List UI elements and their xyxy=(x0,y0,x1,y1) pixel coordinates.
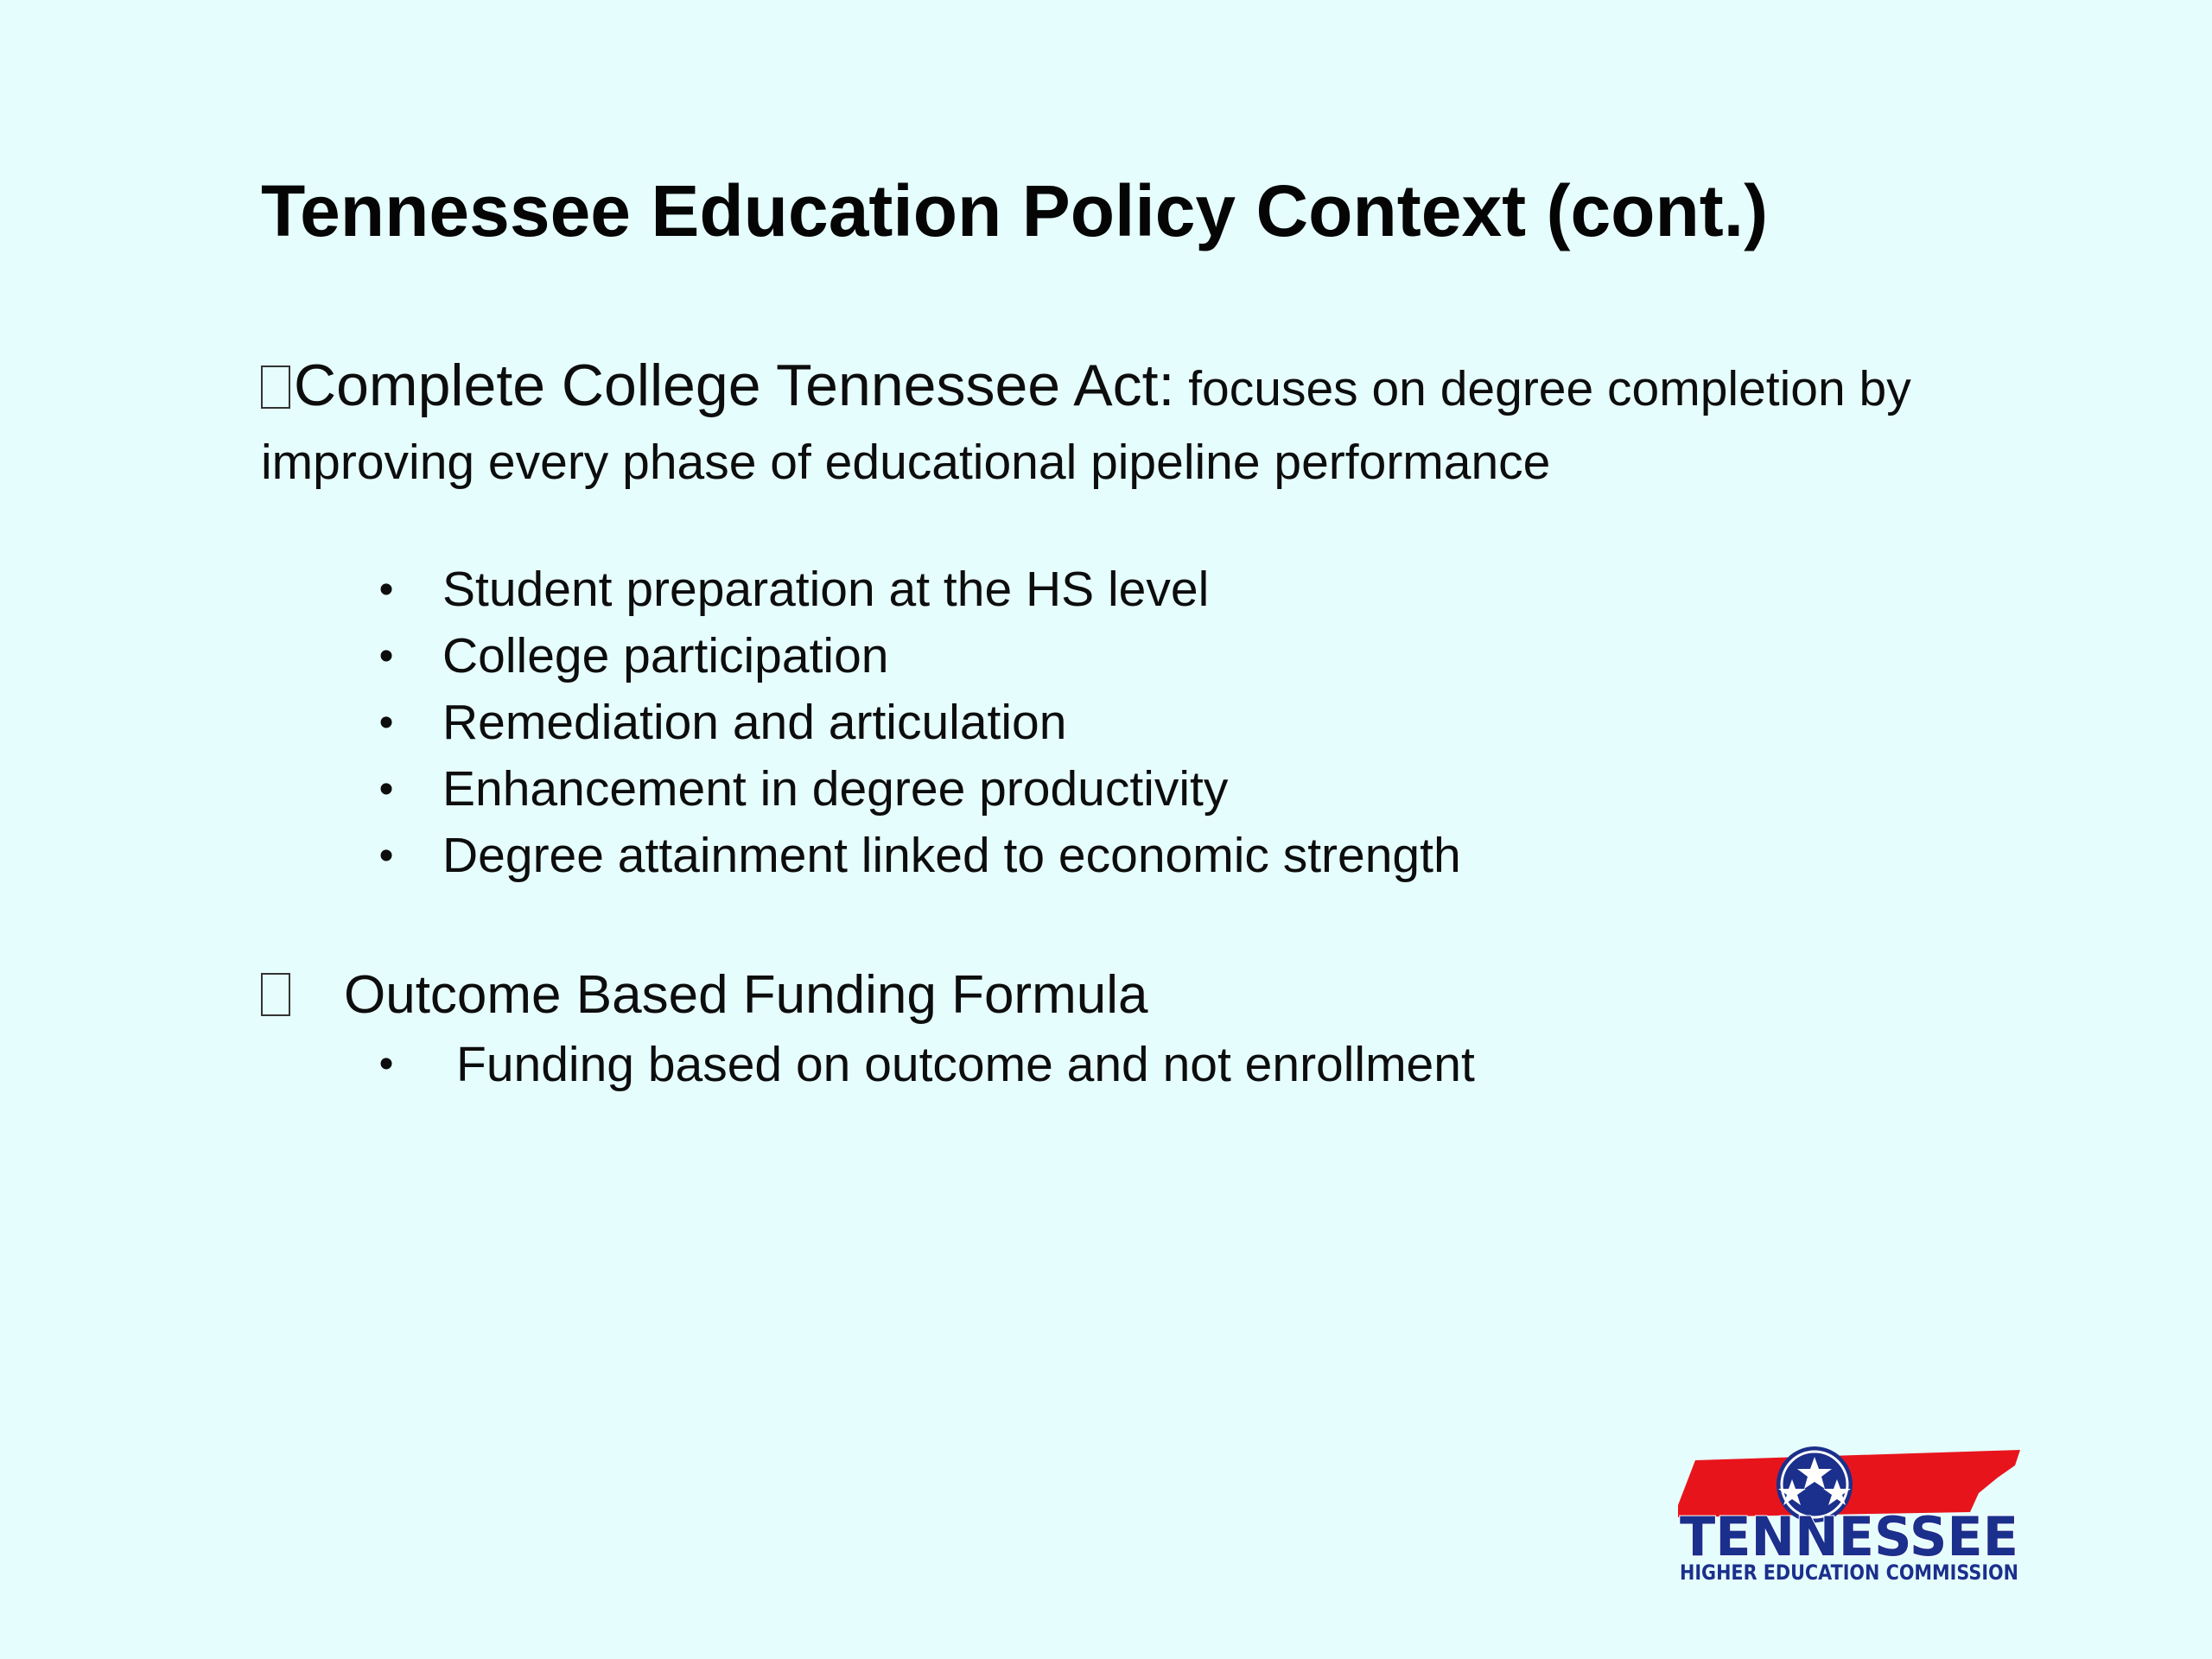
list-item-text: Remediation and articulation xyxy=(442,695,1067,750)
list-item-text: Student preparation at the HS level xyxy=(442,562,1210,617)
list-item-text: College participation xyxy=(442,628,889,683)
list-item-text: Degree attainment linked to economic strength xyxy=(442,828,1461,883)
logo-subtitle: HIGHER EDUCATION COMMISSION xyxy=(1680,1560,2018,1585)
bullet-dot-icon: • xyxy=(378,1041,394,1087)
bullet-dot-icon: • xyxy=(378,766,394,812)
slide-title: Tennessee Education Policy Context (cont.) xyxy=(261,170,1769,251)
square-bullet-icon xyxy=(261,973,290,1016)
list-item-text: Enhancement in degree productivity xyxy=(442,761,1229,817)
list-item xyxy=(373,556,1461,623)
list-item xyxy=(373,1030,1475,1099)
outcome-heading-text: Outcome Based Funding Formula xyxy=(344,965,1148,1025)
bullet-dot-icon: • xyxy=(378,567,394,613)
list-item-text: Funding based on outcome and not enrollment xyxy=(456,1037,1475,1092)
bullet-dot-icon: • xyxy=(378,700,394,746)
list-item xyxy=(373,823,1461,889)
tennessee-higher-education-commission-logo xyxy=(1676,1443,2022,1590)
outcome-bullet-list xyxy=(373,1030,1475,1099)
bullet-dot-icon: • xyxy=(378,833,394,879)
intro-lead: Complete College Tennessee Act: xyxy=(294,353,1175,418)
intro-paragraph xyxy=(261,349,1989,499)
square-bullet-icon xyxy=(261,365,290,409)
pipeline-bullet-list xyxy=(373,556,1461,889)
list-item xyxy=(373,756,1461,823)
bullet-dot-icon: • xyxy=(378,633,394,679)
logo-wordmark: TENNESSEE xyxy=(1680,1505,2018,1568)
list-item xyxy=(373,690,1461,756)
outcome-heading xyxy=(261,961,1147,1030)
list-item xyxy=(373,623,1461,690)
intro-rest: focuses on degree completion by improving every phase of educational pipeline performance xyxy=(261,361,1911,490)
